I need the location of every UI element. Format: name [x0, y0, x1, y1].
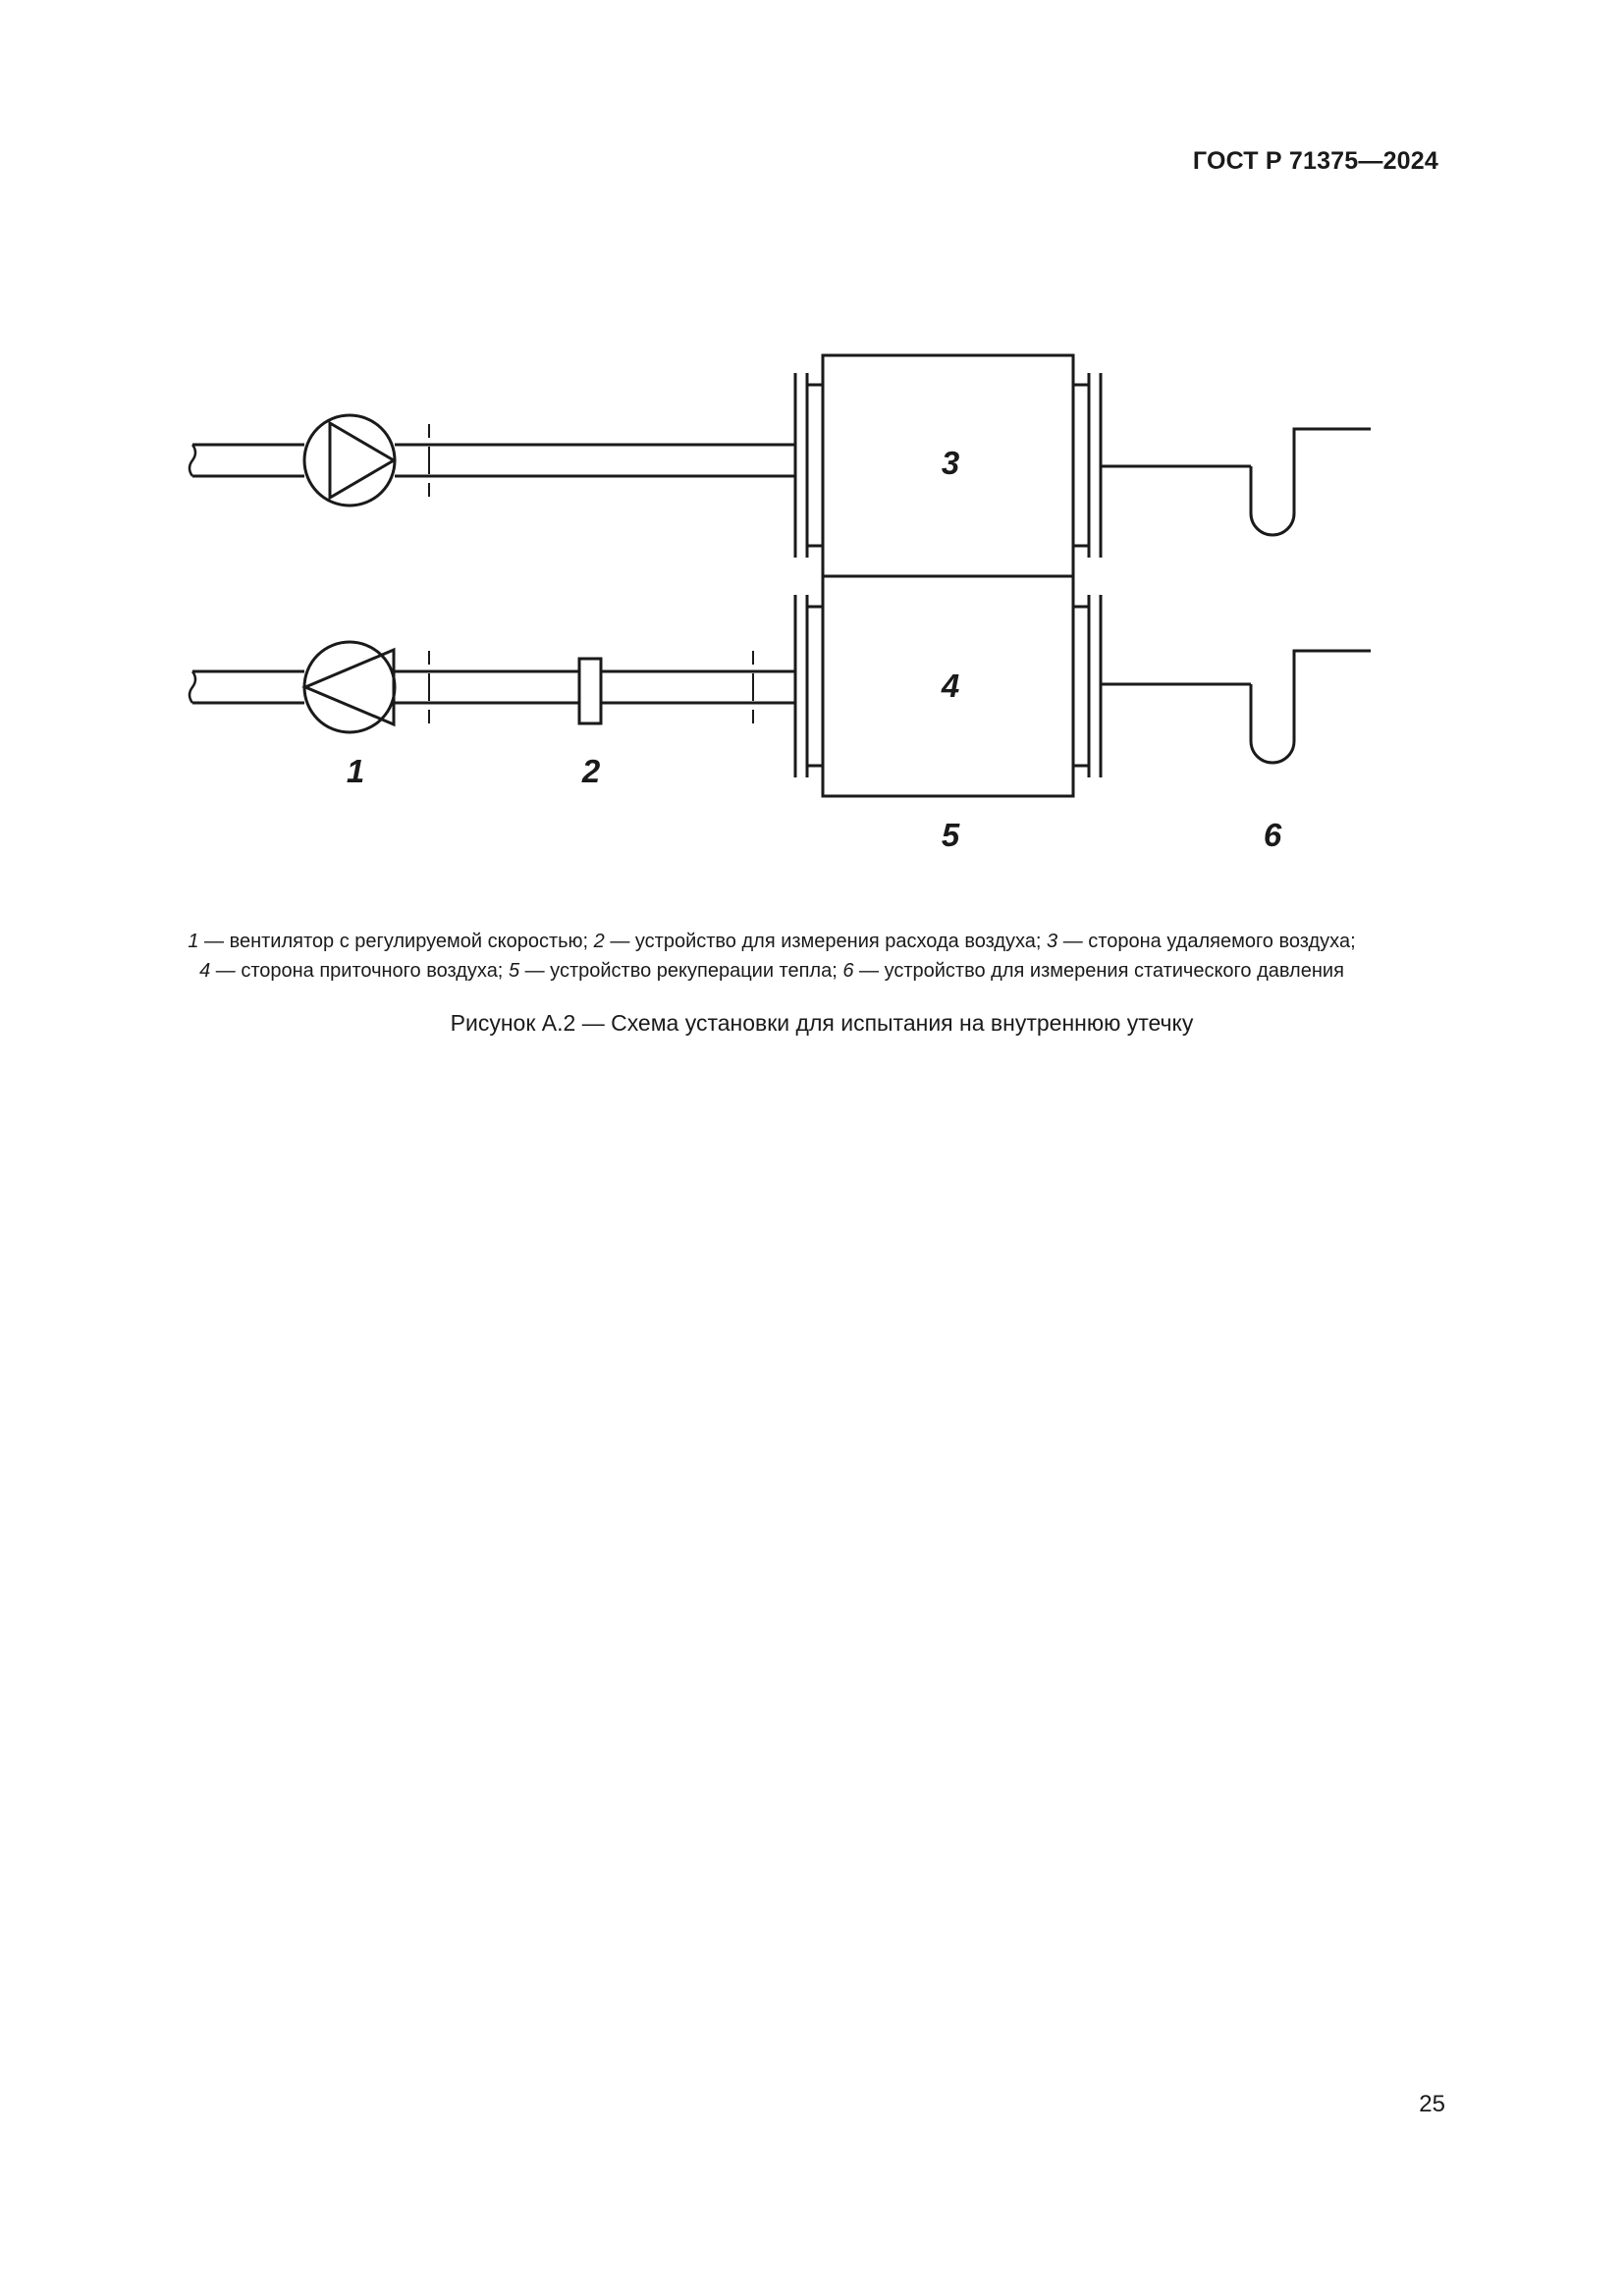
- legend-text: — устройство рекуперации тепла;: [519, 960, 843, 982]
- heat-recovery-unit: [823, 355, 1073, 796]
- flow-meter: [579, 659, 601, 723]
- right-flanges: [1073, 373, 1101, 777]
- label-5: 5: [941, 817, 960, 853]
- lower-section-marks: [429, 651, 753, 723]
- legend-num: 6: [842, 960, 854, 982]
- legend-text: — сторона приточного воздуха;: [210, 960, 509, 982]
- legend-num: 1: [188, 931, 199, 952]
- figure-legend: [98, 927, 1445, 986]
- legend-text: — устройство для измерения статического давления: [853, 960, 1344, 982]
- figure-caption: Рисунок А.2 — Схема установки для испытания на внутреннюю утечку: [450, 1010, 1194, 1036]
- upper-duct: [189, 445, 795, 476]
- leakage-test-diagram: [0, 0, 1624, 888]
- legend-line-1: [98, 927, 1445, 956]
- label-6: 6: [1263, 817, 1282, 853]
- manometer-lower: [1101, 651, 1371, 763]
- lower-duct: [189, 671, 795, 703]
- legend-line-2: [98, 956, 1445, 986]
- legend-text: — вентилятор с регулируемой скоростью;: [198, 931, 594, 952]
- legend-num: 5: [508, 960, 520, 982]
- label-3: 3: [941, 445, 960, 481]
- label-1: 1: [346, 753, 365, 789]
- label-2: 2: [581, 753, 601, 789]
- legend-num: 3: [1047, 931, 1058, 952]
- left-flanges: [795, 373, 823, 777]
- document-standard-header: ГОСТ Р 71375—2024: [1192, 147, 1438, 175]
- manometer-upper: [1101, 429, 1371, 535]
- page-number: 25: [1419, 2091, 1445, 2117]
- legend-num: 4: [199, 960, 211, 982]
- legend-num: 2: [593, 931, 605, 952]
- fan-lower: [304, 642, 395, 732]
- label-4: 4: [941, 667, 960, 704]
- legend-text: — сторона удаляемого воздуха;: [1057, 931, 1356, 952]
- legend-text: — устройство для измерения расхода воздуха;: [604, 931, 1048, 952]
- fan-upper: [304, 415, 395, 506]
